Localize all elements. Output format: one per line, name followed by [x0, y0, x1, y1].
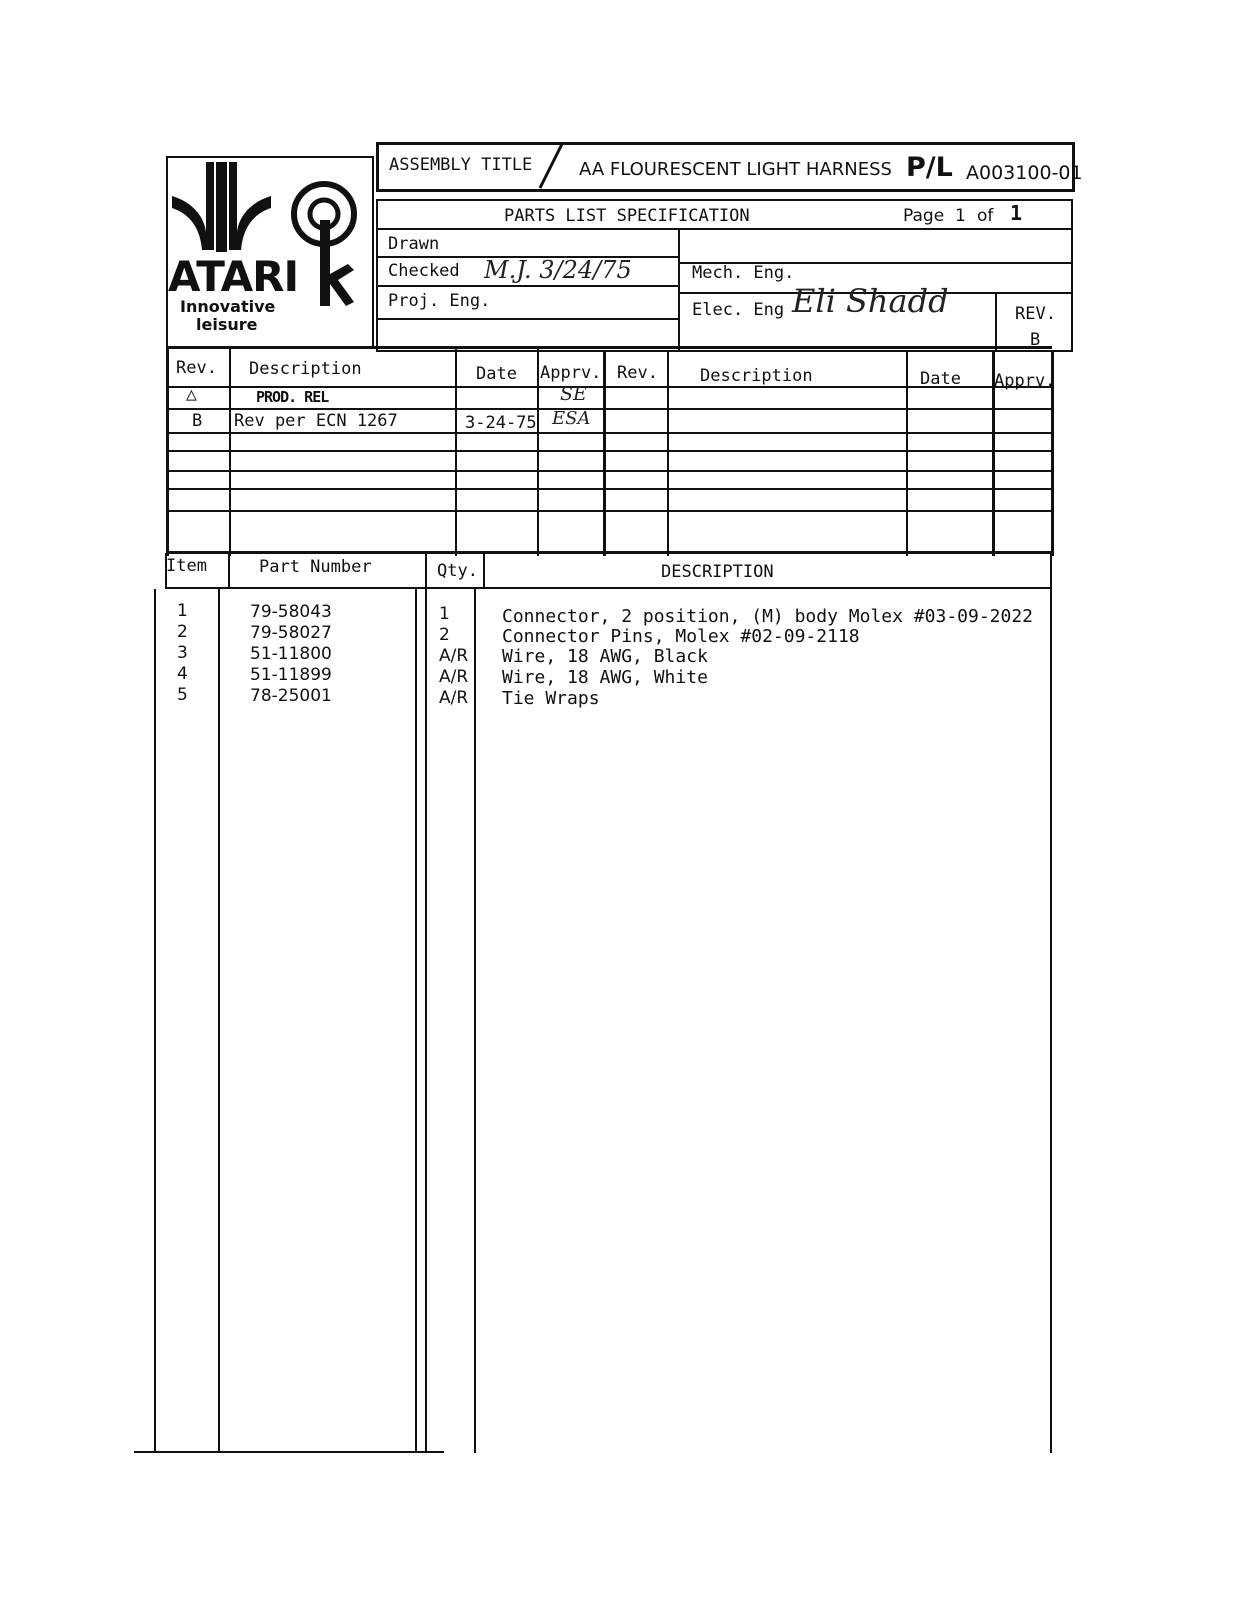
date-header-right: Date: [920, 369, 961, 389]
page-number: 1: [955, 206, 966, 226]
part-row-1-description: Connector, 2 position, (M) body Molex #03-09-2022: [502, 606, 1034, 627]
checked-label: Checked: [388, 261, 460, 281]
part-row-4-qty: A/R: [439, 667, 469, 687]
part-row-4-description: Wire, 18 AWG, White: [502, 667, 708, 688]
date-header-left: Date: [476, 364, 517, 384]
logo-tagline-2: leisure: [196, 315, 258, 334]
rev-row-2-date: 3-24-75: [465, 413, 537, 433]
atari-brand: ATARI: [168, 252, 299, 301]
part-row-5-item: 5: [177, 685, 188, 705]
rev-row-2-apprv: ESA: [552, 408, 591, 429]
spec-title: PARTS LIST SPECIFICATION: [504, 206, 750, 226]
part-row-3-item: 3: [177, 643, 188, 663]
part-row-5-description: Tie Wraps: [502, 688, 600, 709]
proj-eng-label: Proj. Eng.: [388, 291, 491, 311]
drawn-label: Drawn: [388, 234, 440, 254]
part-row-2-part-number: 79-58027: [250, 623, 332, 643]
rev-row-2-rev: B: [192, 411, 203, 431]
of-label: of: [977, 206, 994, 226]
part-row-3-description: Wire, 18 AWG, Black: [502, 646, 708, 667]
title-slash: [536, 142, 566, 192]
part-row-4-item: 4: [177, 664, 188, 684]
checked-signature: M.J. 3/24/75: [484, 256, 632, 284]
part-row-1-item: 1: [177, 601, 188, 621]
part-row-5-qty: A/R: [439, 688, 469, 708]
key-emblem-icon: [290, 180, 362, 310]
part-number-header: Part Number: [259, 557, 372, 577]
apprv-header-right: Apprv.: [994, 371, 1056, 391]
part-row-4-part-number: 51-11899: [250, 665, 332, 685]
atari-fuji-logo: [170, 160, 285, 255]
apprv-header-left: Apprv.: [540, 363, 602, 383]
elec-eng-signature: Eli Shadd: [792, 282, 949, 320]
rev-row-2-description: Rev per ECN 1267: [234, 411, 398, 431]
item-header: Item: [166, 556, 207, 576]
page-total: 1: [1010, 201, 1023, 225]
part-row-3-qty: A/R: [439, 646, 469, 666]
qty-header: Qty.: [437, 561, 478, 581]
rev-label: REV.: [1015, 304, 1056, 324]
description-header-left: Description: [249, 359, 362, 379]
pl-label: P/L: [906, 152, 953, 183]
mech-eng-label: Mech. Eng.: [692, 263, 795, 283]
part-row-2-item: 2: [177, 622, 188, 642]
rev-row-1-description: PROD. REL: [256, 388, 329, 406]
rev-value: B: [1030, 330, 1041, 350]
rev-header-right: Rev.: [617, 363, 658, 383]
part-row-1-part-number: 79-58043: [250, 602, 332, 622]
part-row-2-description: Connector Pins, Molex #02-09-2118: [502, 626, 860, 647]
page-label: Page: [903, 206, 945, 226]
assembly-title-label: ASSEMBLY TITLE: [389, 155, 533, 175]
part-row-3-part-number: 51-11800: [250, 644, 332, 664]
description-header: DESCRIPTION: [661, 562, 774, 582]
pl-number: A003100-01: [966, 162, 1083, 184]
rev-row-1-rev: △: [186, 384, 197, 405]
rev-header-left: Rev.: [176, 358, 217, 378]
part-row-2-qty: 2: [439, 625, 450, 645]
part-row-5-part-number: 78-25001: [250, 686, 332, 706]
elec-eng-label: Elec. Eng: [692, 300, 785, 320]
assembly-title: AA FLOURESCENT LIGHT HARNESS: [579, 159, 892, 180]
description-header-right: Description: [700, 366, 813, 386]
logo-tagline-1: Innovative: [180, 297, 276, 316]
rev-row-1-apprv: SE: [560, 383, 587, 405]
part-row-1-qty: 1: [439, 604, 450, 624]
